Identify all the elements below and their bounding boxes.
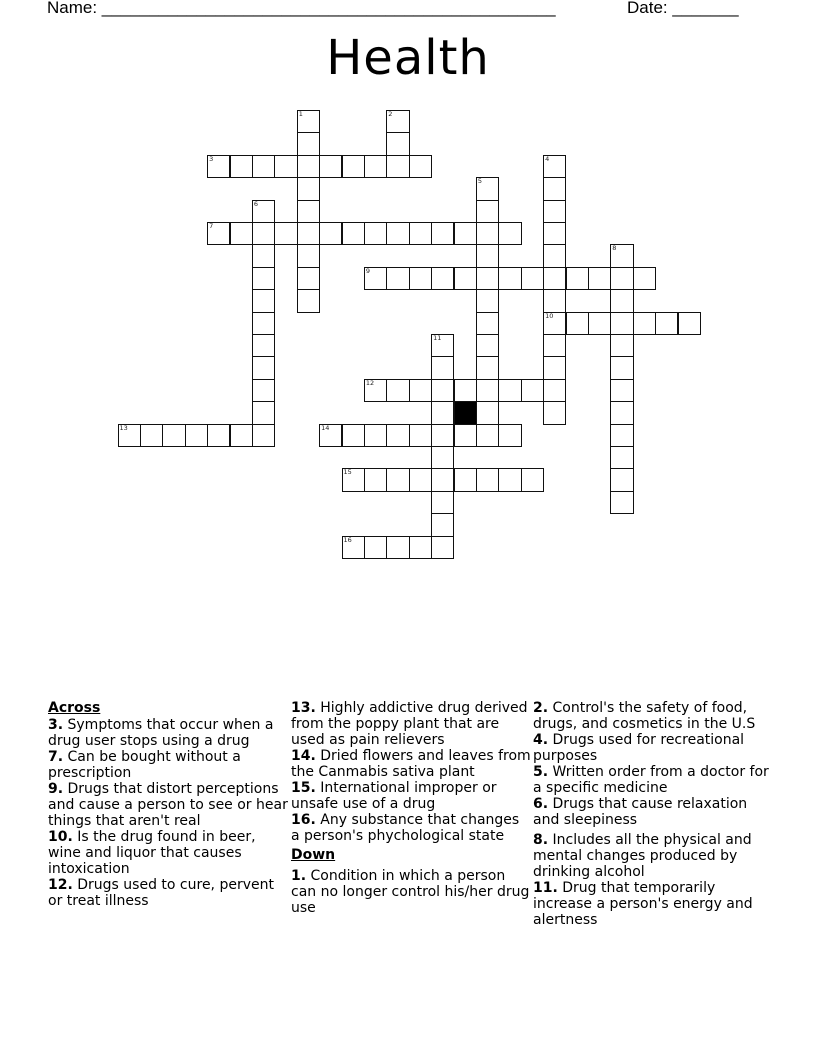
grid-cell[interactable] bbox=[543, 356, 566, 379]
grid-cell[interactable] bbox=[454, 468, 477, 491]
clue-number: 7 bbox=[209, 222, 214, 230]
grid-cell[interactable] bbox=[543, 312, 566, 335]
grid-cell[interactable] bbox=[207, 155, 230, 178]
across-heading: Across bbox=[48, 700, 101, 716]
grid-cell[interactable] bbox=[319, 155, 342, 178]
grid-cell[interactable] bbox=[431, 491, 454, 514]
grid-cell[interactable] bbox=[543, 267, 566, 290]
grid-cell[interactable] bbox=[476, 356, 499, 379]
clue-across-3: 3. Symptoms that occur when a drug user stops using a drug bbox=[48, 717, 274, 749]
grid-cell[interactable] bbox=[364, 155, 387, 178]
grid-cell[interactable] bbox=[297, 289, 320, 312]
clue-across-16: 16. Any substance that changes a person's phychological state bbox=[291, 812, 520, 844]
grid-cell[interactable] bbox=[207, 424, 230, 447]
grid-cell[interactable] bbox=[521, 379, 544, 402]
grid-cell[interactable] bbox=[476, 312, 499, 335]
clue-down-4: 4. Drugs used for recreational purposes bbox=[533, 732, 745, 764]
grid-cell[interactable] bbox=[476, 244, 499, 267]
grid-cell[interactable] bbox=[431, 267, 454, 290]
clue-number: 10 bbox=[545, 311, 554, 320]
grid-cell[interactable] bbox=[476, 267, 499, 290]
grid-cell[interactable] bbox=[297, 177, 320, 200]
grid-cell[interactable] bbox=[543, 334, 566, 357]
grid-cell[interactable] bbox=[297, 132, 320, 155]
grid-cell[interactable] bbox=[140, 424, 163, 447]
grid-cell[interactable] bbox=[678, 312, 701, 335]
grid-cell[interactable] bbox=[431, 536, 454, 559]
grid-cell[interactable] bbox=[252, 200, 275, 223]
grid-cell[interactable] bbox=[118, 424, 141, 447]
clue-number: 12 bbox=[365, 378, 375, 387]
grid-cell[interactable] bbox=[252, 334, 275, 357]
grid-cell[interactable] bbox=[633, 267, 656, 290]
grid-cell[interactable] bbox=[297, 110, 320, 133]
grid-cell[interactable] bbox=[386, 379, 409, 402]
grid-cell[interactable] bbox=[342, 222, 365, 245]
grid-cell[interactable] bbox=[566, 312, 589, 335]
page-title: Health bbox=[326, 30, 490, 86]
clue-across-15: 15. International improper or unsafe use of a drug bbox=[291, 780, 497, 812]
grid-cell[interactable] bbox=[297, 222, 320, 245]
grid-cell[interactable] bbox=[431, 468, 454, 491]
grid-cell[interactable] bbox=[409, 155, 432, 178]
clue-down-11: 11. Drug that temporarily increase a person's energy and alertness bbox=[533, 880, 753, 928]
grid-cell[interactable] bbox=[386, 110, 409, 133]
grid-cell[interactable] bbox=[543, 379, 566, 402]
grid-cell[interactable] bbox=[431, 222, 454, 245]
grid-cell[interactable] bbox=[409, 222, 432, 245]
grid-cell[interactable] bbox=[498, 267, 521, 290]
clue-number: 16 bbox=[343, 535, 352, 544]
grid-cell[interactable] bbox=[386, 132, 409, 155]
grid-cell[interactable] bbox=[476, 334, 499, 357]
grid-cell[interactable] bbox=[543, 289, 566, 312]
grid-cell[interactable] bbox=[476, 289, 499, 312]
clue-across-10: 10. Is the drug found in beer, wine and liquor that causes intoxication bbox=[48, 829, 256, 877]
clue-down-5: 5. Written order from a doctor for a specific medicine bbox=[533, 764, 769, 796]
grid-cell[interactable] bbox=[297, 155, 320, 178]
grid-cell[interactable] bbox=[498, 222, 521, 245]
grid-cell[interactable] bbox=[386, 468, 409, 491]
grid-cell[interactable] bbox=[431, 334, 454, 357]
grid-cell[interactable] bbox=[409, 536, 432, 559]
grid-cell[interactable] bbox=[364, 222, 387, 245]
grid-cell[interactable] bbox=[610, 401, 633, 424]
grid-cell[interactable] bbox=[610, 424, 633, 447]
grid-cell[interactable] bbox=[252, 244, 275, 267]
clue-number: 13 bbox=[119, 423, 128, 432]
grid-cell[interactable] bbox=[162, 424, 185, 447]
grid-cell[interactable] bbox=[610, 468, 633, 491]
grid-cell[interactable] bbox=[364, 424, 387, 447]
grid-cell[interactable] bbox=[386, 222, 409, 245]
grid-cell[interactable] bbox=[342, 155, 365, 178]
grid-cell[interactable] bbox=[364, 536, 387, 559]
grid-cell[interactable] bbox=[319, 222, 342, 245]
grid-cell[interactable] bbox=[454, 267, 477, 290]
clue-number: 11 bbox=[433, 334, 442, 342]
grid-cell[interactable] bbox=[252, 222, 275, 245]
grid-cell[interactable] bbox=[431, 424, 454, 447]
grid-cell[interactable] bbox=[274, 155, 297, 178]
grid-cell[interactable] bbox=[297, 267, 320, 290]
clues-column-2 bbox=[291, 700, 531, 916]
grid-cell[interactable] bbox=[230, 424, 253, 447]
clue-number: 6 bbox=[253, 199, 259, 208]
clue-number: 2 bbox=[388, 110, 393, 118]
grid-cell[interactable] bbox=[252, 267, 275, 290]
grid-cell[interactable] bbox=[476, 222, 499, 245]
grid-cell[interactable] bbox=[409, 267, 432, 290]
grid-cell[interactable] bbox=[342, 424, 365, 447]
grid-cell[interactable] bbox=[610, 379, 633, 402]
down-heading: Down bbox=[291, 847, 336, 863]
grid-cell[interactable] bbox=[476, 379, 499, 402]
grid-cell[interactable] bbox=[230, 155, 253, 178]
clue-number: 4 bbox=[545, 154, 550, 163]
grid-cell[interactable] bbox=[409, 379, 432, 402]
grid-cell[interactable] bbox=[252, 312, 275, 335]
clues-column-1 bbox=[48, 700, 288, 909]
grid-cell[interactable] bbox=[342, 468, 365, 491]
grid-cell[interactable] bbox=[498, 424, 521, 447]
clue-across-9: 9. Drugs that distort perceptions and cause a person to see or hear things that aren't real bbox=[48, 781, 288, 829]
grid-cell[interactable] bbox=[386, 424, 409, 447]
grid-cell[interactable] bbox=[207, 222, 230, 245]
clue-number: 3 bbox=[209, 154, 214, 163]
clue-down-1: 1. Condition in which a person can no longer control his/her drug use bbox=[291, 868, 530, 916]
grid-cell[interactable] bbox=[610, 334, 633, 357]
grid-cell[interactable] bbox=[543, 222, 566, 245]
grid-cell[interactable] bbox=[274, 222, 297, 245]
clue-number: 14 bbox=[321, 423, 330, 432]
grid-cell[interactable] bbox=[588, 312, 611, 335]
grid-cell[interactable] bbox=[498, 379, 521, 402]
clues-column-3 bbox=[533, 700, 773, 928]
grid-cell[interactable] bbox=[543, 244, 566, 267]
date-field-label: Date: _______ bbox=[627, 0, 739, 17]
grid-cell[interactable] bbox=[185, 424, 208, 447]
grid-cell[interactable] bbox=[454, 222, 477, 245]
clue-across-7: 7. Can be bought without a prescription bbox=[48, 749, 241, 781]
grid-cell[interactable] bbox=[252, 155, 275, 178]
grid-cell[interactable] bbox=[386, 267, 409, 290]
grid-cell[interactable] bbox=[454, 424, 477, 447]
clue-across-14: 14. Dried flowers and leaves from the Canmabis sativa plant bbox=[291, 748, 531, 780]
grid-cell[interactable] bbox=[252, 401, 275, 424]
grid-cell[interactable] bbox=[476, 200, 499, 223]
grid-cell[interactable] bbox=[409, 424, 432, 447]
grid-cell[interactable] bbox=[476, 468, 499, 491]
grid-cell[interactable] bbox=[610, 446, 633, 469]
clue-number: 8 bbox=[612, 244, 617, 253]
black-cell bbox=[454, 401, 477, 424]
grid-cell[interactable] bbox=[297, 200, 320, 223]
clue-number: 5 bbox=[477, 177, 483, 186]
grid-cell[interactable] bbox=[610, 312, 633, 335]
clue-across-13: 13. Highly addictive drug derived from the poppy plant that are used as pain relievers bbox=[291, 700, 528, 748]
grid-cell[interactable] bbox=[543, 177, 566, 200]
grid-cell[interactable] bbox=[252, 424, 275, 447]
grid-cell[interactable] bbox=[364, 379, 387, 402]
clue-number: 1 bbox=[298, 110, 303, 118]
grid-cell[interactable] bbox=[476, 424, 499, 447]
grid-cell[interactable] bbox=[252, 289, 275, 312]
grid-cell[interactable] bbox=[319, 424, 342, 447]
grid-cell[interactable] bbox=[543, 200, 566, 223]
grid-cell[interactable] bbox=[610, 267, 633, 290]
grid-cell[interactable] bbox=[498, 468, 521, 491]
grid-cell[interactable] bbox=[252, 379, 275, 402]
grid-cell[interactable] bbox=[633, 312, 656, 335]
clue-down-2: 2. Control's the safety of food, drugs, and cosmetics in the U.S bbox=[533, 700, 756, 732]
grid-cell[interactable] bbox=[297, 244, 320, 267]
grid-cell[interactable] bbox=[364, 468, 387, 491]
grid-cell[interactable] bbox=[454, 379, 477, 402]
grid-cell[interactable] bbox=[543, 155, 566, 178]
grid-cell[interactable] bbox=[543, 401, 566, 424]
grid-cell[interactable] bbox=[610, 244, 633, 267]
grid-cell[interactable] bbox=[386, 155, 409, 178]
grid-cell[interactable] bbox=[431, 379, 454, 402]
clue-number: 15 bbox=[343, 468, 352, 477]
clue-down-8: 8. Includes all the physical and mental changes produced by drinking alcohol bbox=[533, 832, 752, 880]
grid-cell[interactable] bbox=[655, 312, 678, 335]
grid-cell[interactable] bbox=[610, 356, 633, 379]
grid-cell[interactable] bbox=[252, 356, 275, 379]
grid-cell[interactable] bbox=[476, 401, 499, 424]
grid-cell[interactable] bbox=[230, 222, 253, 245]
grid-cell[interactable] bbox=[364, 267, 387, 290]
grid-cell[interactable] bbox=[588, 267, 611, 290]
clue-number: 9 bbox=[365, 266, 371, 275]
grid-cell[interactable] bbox=[610, 491, 633, 514]
grid-cell[interactable] bbox=[431, 401, 454, 424]
clue-down-6: 6. Drugs that cause relaxation and sleepiness bbox=[533, 796, 748, 828]
grid-cell[interactable] bbox=[566, 267, 589, 290]
grid-cell[interactable] bbox=[521, 468, 544, 491]
clue-across-12: 12. Drugs used to cure, pervent or treat illness bbox=[48, 877, 274, 909]
grid-cell[interactable] bbox=[386, 536, 409, 559]
grid-cell[interactable] bbox=[409, 468, 432, 491]
grid-cell[interactable] bbox=[342, 536, 365, 559]
grid-cell[interactable] bbox=[476, 177, 499, 200]
grid-cell[interactable] bbox=[610, 289, 633, 312]
grid-cell[interactable] bbox=[431, 446, 454, 469]
grid-cell[interactable] bbox=[431, 513, 454, 536]
grid-cell[interactable] bbox=[521, 267, 544, 290]
name-field-label: Name: ________________________________________________ bbox=[47, 0, 556, 17]
grid-cell[interactable] bbox=[431, 356, 454, 379]
